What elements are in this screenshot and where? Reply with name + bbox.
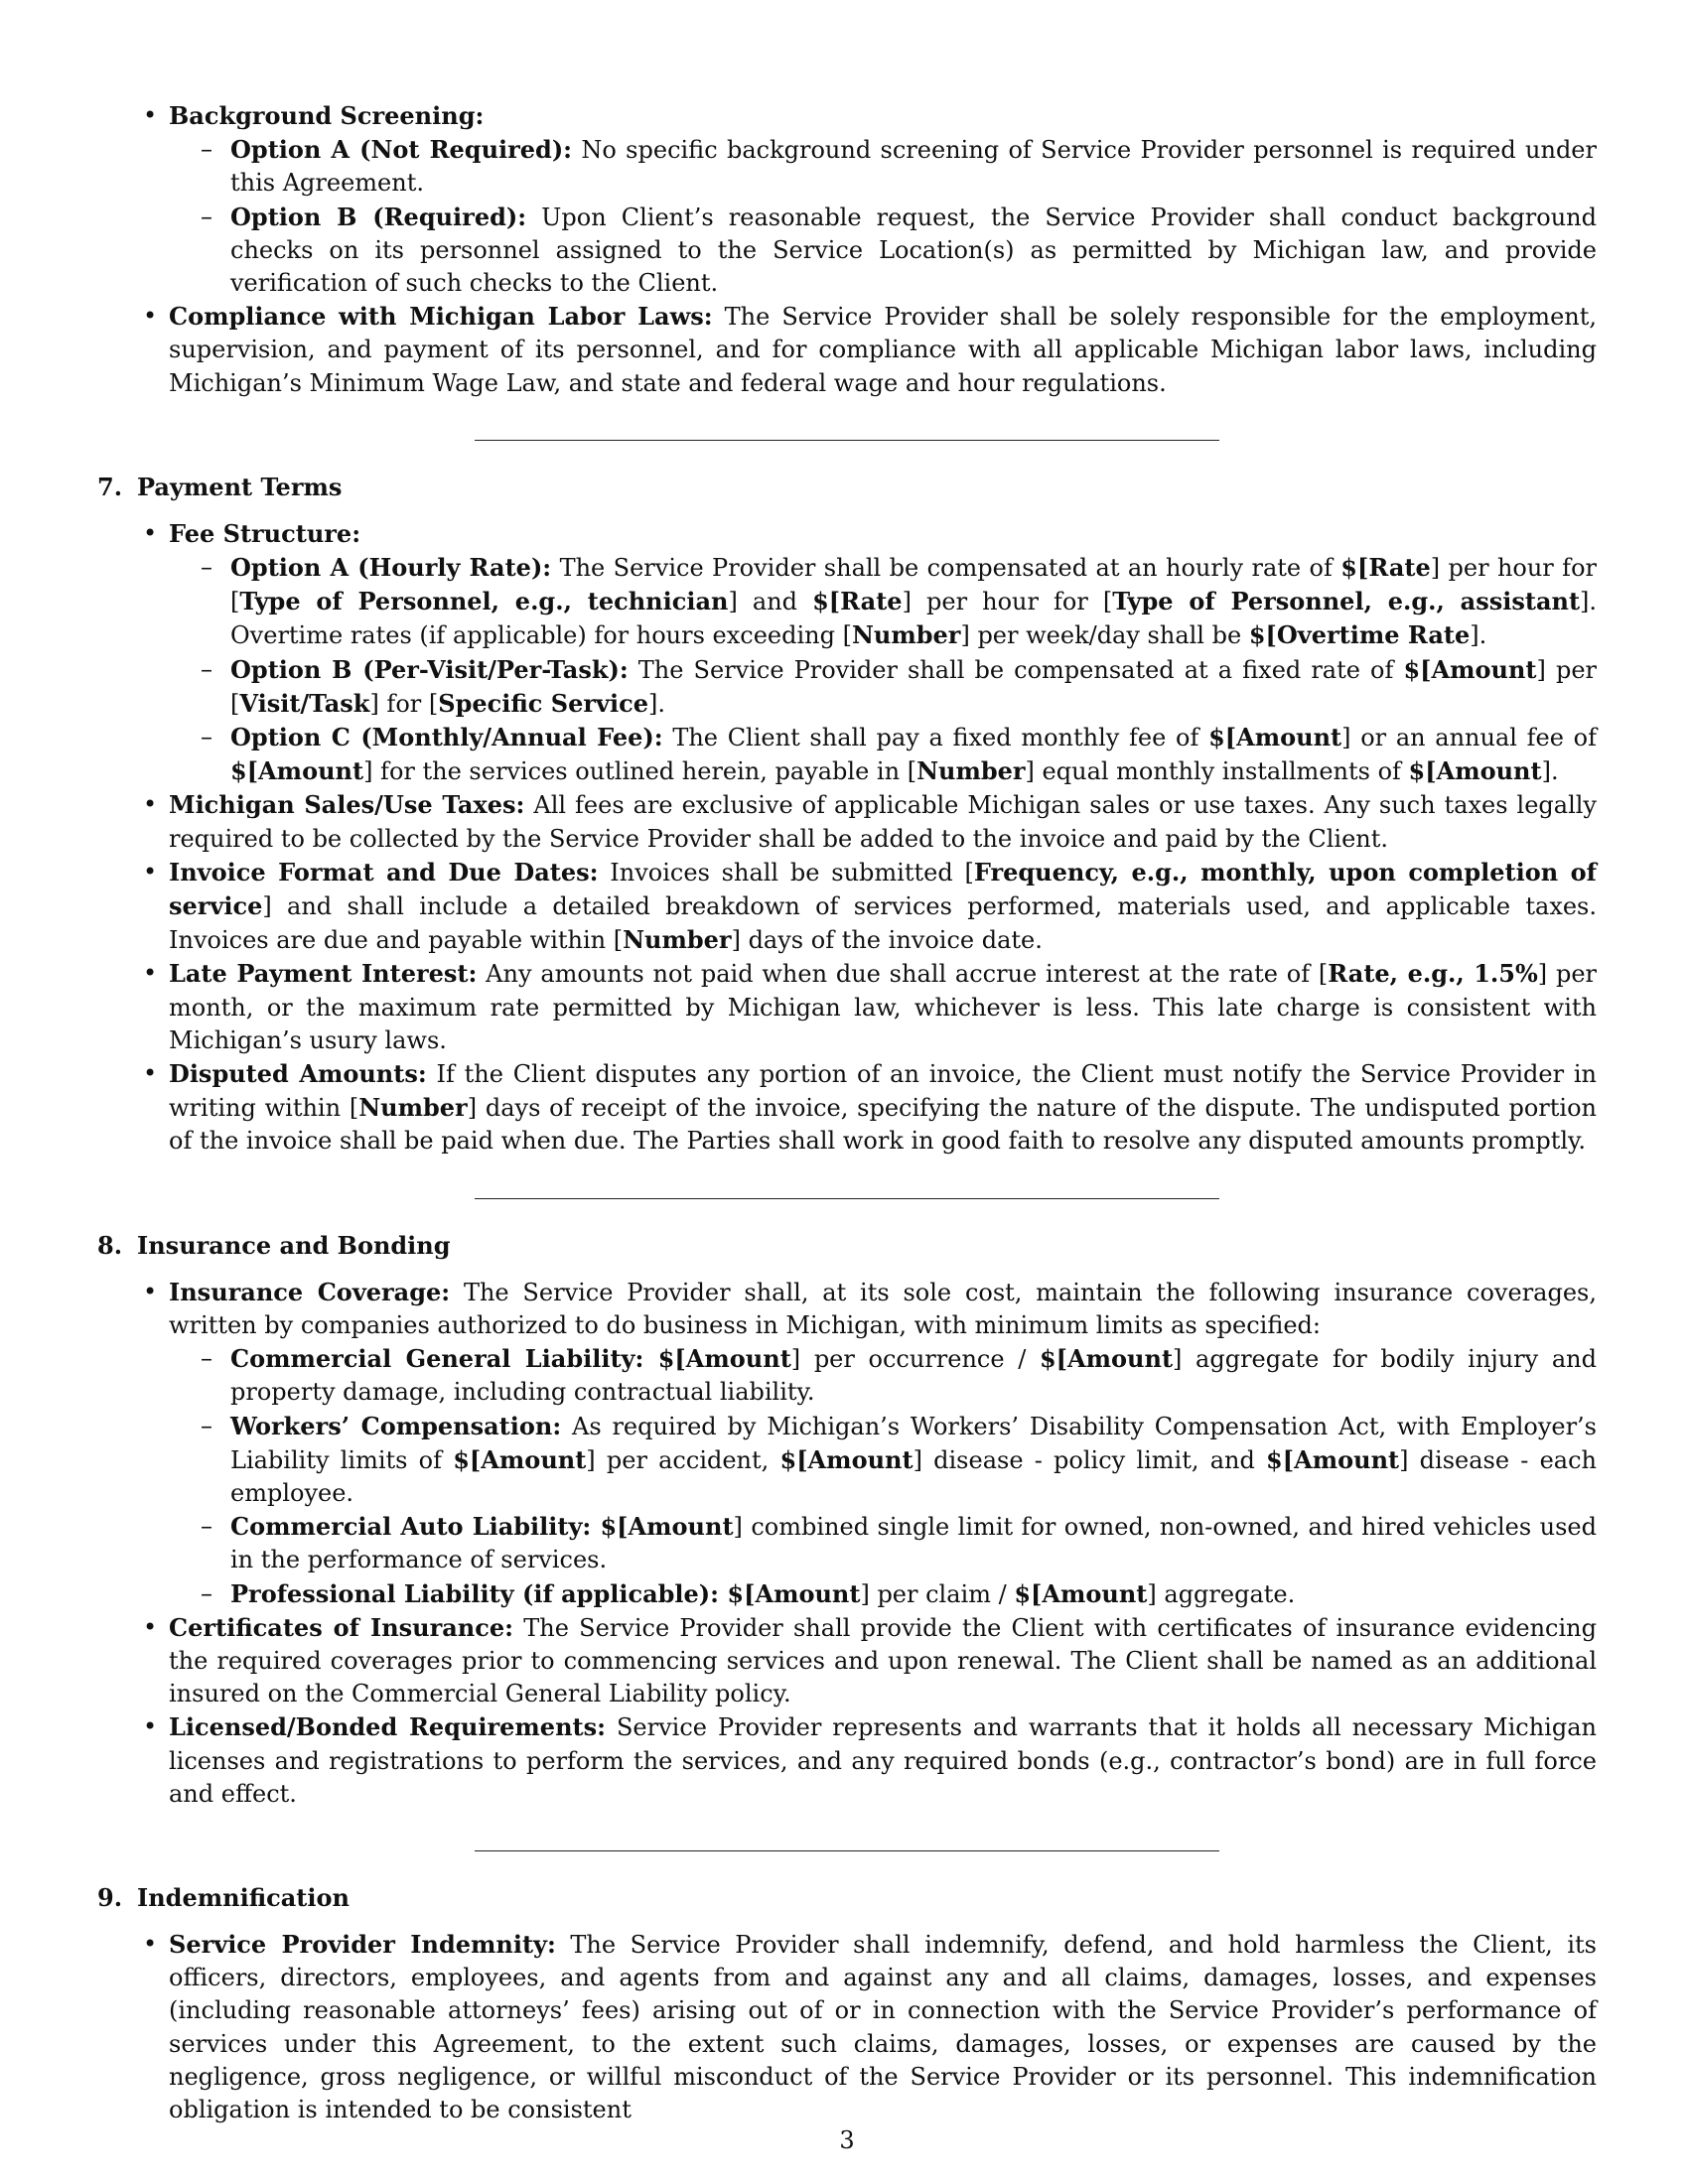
certificates-item: • Certificates of Insurance: The Service Provider shall provide the Client with certificates of insurance evidencing the required coverages prior to commencing services and upon renewal. The Client shall be named as an additional insured on the Commercial General Liability policy. [169,1611,1597,1711]
licensed-bonded-item: • Licensed/Bonded Requirements: Service Provider represents and warrants that it holds all necessary Michigan licenses and registrations to perform the services, and any required bonds (e.g., contractor’s bond) are in full force and effect. [169,1710,1597,1811]
section-7-list [169,517,1597,1159]
provider-indemnity-item: • Service Provider Indemnity: The Service Provider shall indemnify, defend, and hold harmless the Client, its officers, directors, employees, and agents from and against any and all claims, damages, losses, and expenses (including reasonable attorneys’ fees) arising out of or in connection with the Service Provider’s performance of services under this Agreement, to the extent such claims, damages, losses, or expenses are caused by the negligence, gross negligence, or willful misconduct of the Service Provider or its personnel. This indemnification obligation is intended to be consistent [169,1928,1597,2126]
disputed-amounts-item: • Disputed Amounts: If the Client disputes any portion of an invoice, the Client must notify the Service Provider in writing within [Number] days of receipt of the invoice, specifying the nature of the dispute. The undisputed portion of the invoice shall be paid when due. The Parties shall work in good faith to resolve any disputed amounts promptly. [169,1057,1597,1159]
insurance-coverage-item: • Insurance Coverage: The Service Provider shall, at its sole cost, maintain the following insurance coverages, written by companies authorized to do business in Michigan, with minimum limits as specified: – Commercial General Liability: $[Amount] per occurrence / $[Amount] aggregate for bodily injury and property damage, including contractual liability. – Workers’ Compensation: As required by Michigan’s Workers’ Disability Compensation Act, with Employer’s Liability limits of $[Amount] per accident, $[Amount] disease - policy limit, and $[Amount] disease - each employee. – Commercial Auto Liability: $[Amount] combined single limit for owned, non-owned, and hired vehicles used in the performance of services. – Professional Liability (if applicable): $[Amount] per claim / $[Amount] aggregate. [169,1276,1597,1611]
background-option-a: – Option A (Not Required): No specific background screening of Service Provider personnel is required under this Agreement. [230,133,1597,200]
section-9-list [169,1928,1597,2126]
general-liability-item: – Commercial General Liability: $[Amount] per occurrence / $[Amount] aggregate for bodily injury and property damage, including contractual liability. [230,1342,1597,1409]
background-screening-item: • Background Screening: – Option A (Not Required): No specific background screening of Service Provider personnel is required under this Agreement. – Option B (Required): Upon Client’s reasonable request, the Service Provider shall conduct background checks on its personnel assigned to the Service Location(s) as permitted by Michigan law, and provide verification of such checks to the Client. [169,99,1597,300]
fee-structure-item: • Fee Structure: – Option A (Hourly Rate): The Service Provider shall be compensated at an hourly rate of $[Rate] per hour for [Type of Personnel, e.g., technician] and $[Rate] per hour for [Type of Personnel, e.g., assistant]. Overtime rates (if applicable) for hours exceeding [Number] per week/day shall be $[Overtime Rate]. – Option B (Per-Visit/Per-Task): The Service Provider shall be compensated at a fixed rate of $[Amount] per [Visit/Task] for [Specific Service]. – Option C (Monthly/Annual Fee): The Client shall pay a fixed monthly fee of $[Amount] or an annual fee of $[Amount] for the services outlined herein, payable in [Number] equal monthly installments of $[Amount]. [169,517,1597,789]
invoice-format-item: • Invoice Format and Due Dates: Invoices shall be submitted [Frequency, e.g., monthly, upon completion of service] and shall include a detailed breakdown of services performed, materials used, and applicable taxes. Invoices are due and payable within [Number] days of the invoice date. [169,856,1597,958]
fee-option-a: – Option A (Hourly Rate): The Service Provider shall be compensated at an hourly rate of $[Rate] per hour for [Type of Personnel, e.g., technician] and $[Rate] per hour for [Type of Personnel, e.g., assistant]. Overtime rates (if applicable) for hours exceeding [Number] per week/day shall be $[Overtime Rate]. [230,551,1597,653]
insurance-coverage-types [230,1342,1597,1611]
professional-liability-item: – Professional Liability (if applicable): $[Amount] per claim / $[Amount] aggregate. [230,1577,1597,1611]
auto-liability-item: – Commercial Auto Liability: $[Amount] combined single limit for owned, non-owned, and hired vehicles used in the performance of services. [230,1510,1597,1576]
background-screening-options [230,133,1597,300]
section-heading-7: 7. Payment Terms [97,472,343,501]
workers-compensation-item: – Workers’ Compensation: As required by Michigan’s Workers’ Disability Compensation Act, with Employer’s Liability limits of $[Amount] per accident, $[Amount] disease - policy limit, and $[Amount] disease - each employee. [230,1410,1597,1511]
fee-option-c: – Option C (Monthly/Annual Fee): The Client shall pay a fixed monthly fee of $[Amount] or an annual fee of $[Amount] for the services outlined herein, payable in [Number] equal monthly installments of $[Amount]. [230,721,1597,788]
section-6-list [169,99,1597,400]
section-8-list [169,1276,1597,1811]
sales-tax-item: • Michigan Sales/Use Taxes: All fees are exclusive of applicable Michigan sales or use taxes. Any such taxes legally required to be collected by the Service Provider shall be added to the invoice and paid by the Client. [169,788,1597,855]
section-heading-9: 9. Indemnification [97,1882,350,1912]
page-number: 3 [839,2126,855,2154]
section-heading-8: 8. Insurance and Bonding [97,1230,451,1260]
background-option-b: – Option B (Required): Upon Client’s reasonable request, the Service Provider shall conduct background checks on its personnel assigned to the Service Location(s) as permitted by Michigan law, and provide verification of such checks to the Client. [230,201,1597,301]
section-divider [475,1850,1219,1851]
document-page [97,99,1598,2154]
section-divider [475,440,1219,441]
labor-laws-item: • Compliance with Michigan Labor Laws: The Service Provider shall be solely responsible for the employment, supervision, and payment of its personnel, and for compliance with all applicable Michigan labor laws, including Michigan’s Minimum Wage Law, and state and federal wage and hour regulations. [169,300,1597,400]
section-divider [475,1198,1219,1199]
late-payment-item: • Late Payment Interest: Any amounts not paid when due shall accrue interest at the rate of [Rate, e.g., 1.5%] per month, or the maximum rate permitted by Michigan law, whichever is less. This late charge is consistent with Michigan’s usury laws. [169,957,1597,1057]
fee-structure-options [230,551,1597,788]
fee-option-b: – Option B (Per-Visit/Per-Task): The Service Provider shall be compensated at a fixed rate of $[Amount] per [Visit/Task] for [Specific Service]. [230,653,1597,721]
